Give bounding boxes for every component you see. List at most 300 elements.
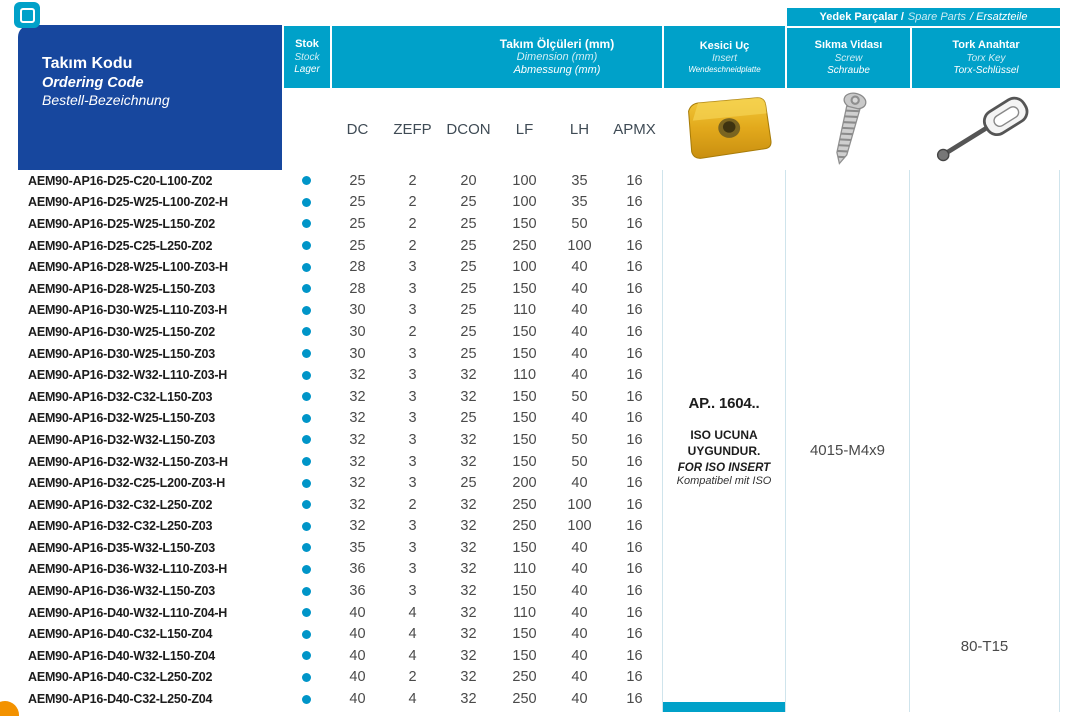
- stock-dot: [302, 371, 311, 380]
- stock-cell: [282, 479, 330, 488]
- dc-value: 40: [349, 604, 366, 621]
- dc-value: 32: [349, 475, 366, 492]
- apmx-value: 16: [626, 626, 643, 643]
- ordering-code-header: [18, 25, 282, 170]
- dcon-value: 32: [460, 626, 477, 643]
- lh-value: 100: [567, 518, 592, 535]
- dcon-value: 20: [460, 172, 477, 189]
- stock-dot: [302, 695, 311, 704]
- lh-value: 40: [571, 323, 588, 340]
- stock-dot: [302, 241, 311, 250]
- dcon-value: 32: [460, 647, 477, 664]
- dc-value: 35: [349, 539, 366, 556]
- ordering-code: AEM90-AP16-D30-W25-L150-Z03: [28, 346, 216, 361]
- dc-value: 32: [349, 431, 366, 448]
- ordering-code: AEM90-AP16-D30-W25-L110-Z03-H: [28, 303, 228, 318]
- apmx-value: 16: [626, 237, 643, 254]
- lf-value: 100: [512, 259, 537, 276]
- apmx-value: 16: [626, 431, 643, 448]
- col-label-dcon: DCON: [446, 120, 491, 138]
- lf-value: 150: [512, 453, 537, 470]
- lh-value: 40: [571, 691, 588, 708]
- dc-value: 30: [349, 323, 366, 340]
- stock-dot: [302, 543, 311, 552]
- apmx-value: 16: [626, 669, 643, 686]
- lf-value: 150: [512, 647, 537, 664]
- zefp-value: 2: [408, 496, 417, 513]
- lf-value: 150: [512, 280, 537, 297]
- dc-value: 30: [349, 345, 366, 362]
- lh-value: 40: [571, 539, 588, 556]
- dc-value: 32: [349, 496, 366, 513]
- ordering-code: AEM90-AP16-D25-W25-L150-Z02: [28, 216, 216, 231]
- apmx-value: 16: [626, 410, 643, 427]
- insert-note-tr-line2: UYGUNDUR.: [687, 443, 761, 458]
- table-body: [18, 170, 662, 716]
- torx-header-en: Torx Key: [966, 52, 1006, 64]
- stock-dot: [302, 263, 311, 272]
- col-label-dc: DC: [346, 120, 369, 138]
- lh-value: 50: [571, 388, 588, 405]
- zefp-value: 3: [408, 302, 417, 319]
- lh-value: 100: [567, 237, 592, 254]
- apmx-value: 16: [626, 302, 643, 319]
- zefp-value: 4: [408, 626, 417, 643]
- stock-cell: [282, 565, 330, 574]
- stock-dot: [302, 500, 311, 509]
- stock-dot: [302, 522, 311, 531]
- dcon-value: 32: [460, 388, 477, 405]
- ordering-code: AEM90-AP16-D25-W25-L100-Z02-H: [28, 195, 228, 210]
- ordering-code: AEM90-AP16-D40-C32-L150-Z04: [28, 627, 213, 642]
- lf-value: 250: [512, 496, 537, 513]
- spare-parts-band: [787, 8, 1060, 26]
- insert-column-header: [664, 26, 785, 88]
- apmx-value: 16: [626, 475, 643, 492]
- stock-dot: [302, 306, 311, 315]
- ordering-code: AEM90-AP16-D32-W25-L150-Z03: [28, 411, 216, 426]
- spare-parts-de: / Ersatzteile: [970, 11, 1028, 23]
- stock-dot: [302, 479, 311, 488]
- dcon-value: 25: [460, 259, 477, 276]
- col-label-apmx: APMX: [613, 120, 656, 138]
- ordering-code: AEM90-AP16-D25-C20-L100-Z02: [28, 173, 213, 188]
- lf-value: 150: [512, 431, 537, 448]
- dc-value: 40: [349, 647, 366, 664]
- screw-merged-cell: [786, 170, 910, 712]
- stock-dot: [302, 608, 311, 617]
- lh-value: 40: [571, 345, 588, 362]
- dc-value: 25: [349, 237, 366, 254]
- zefp-value: 3: [408, 583, 417, 600]
- stock-cell: [282, 241, 330, 250]
- table-row: [18, 256, 662, 278]
- ordering-code-title-de: Bestell-Bezeichnung: [42, 92, 170, 108]
- zefp-value: 4: [408, 604, 417, 621]
- ordering-code: AEM90-AP16-D32-C32-L150-Z03: [28, 389, 213, 404]
- stock-cell: [282, 587, 330, 596]
- lf-value: 150: [512, 388, 537, 405]
- dcon-value: 32: [460, 561, 477, 578]
- stock-header-en: Stock: [294, 51, 320, 63]
- zefp-value: 3: [408, 345, 417, 362]
- zefp-value: 3: [408, 259, 417, 276]
- stock-dot: [302, 219, 311, 228]
- screw-column-header: [787, 28, 910, 88]
- stock-cell: [282, 349, 330, 358]
- stock-header-de: Lager: [294, 63, 320, 75]
- zefp-value: 2: [408, 172, 417, 189]
- lf-value: 110: [512, 367, 537, 384]
- lh-value: 40: [571, 410, 588, 427]
- lf-value: 150: [512, 410, 537, 427]
- lf-value: 110: [512, 604, 537, 621]
- ordering-code-title-tr: Takım Kodu: [42, 55, 133, 72]
- table-row: [18, 494, 662, 516]
- stock-header-tr: Stok: [295, 38, 319, 51]
- stock-cell: [282, 414, 330, 423]
- dc-value: 25: [349, 215, 366, 232]
- lf-value: 150: [512, 345, 537, 362]
- stock-cell: [282, 673, 330, 682]
- dcon-value: 32: [460, 367, 477, 384]
- table-row: [18, 645, 662, 667]
- torx-header-de: Torx-Schlüssel: [953, 64, 1019, 76]
- table-row: [18, 235, 662, 257]
- ordering-code: AEM90-AP16-D40-C32-L250-Z02: [28, 670, 213, 685]
- dcon-value: 25: [460, 475, 477, 492]
- apmx-value: 16: [626, 259, 643, 276]
- apmx-value: 16: [626, 172, 643, 189]
- lh-value: 50: [571, 215, 588, 232]
- lf-value: 250: [512, 691, 537, 708]
- lf-value: 250: [512, 669, 537, 686]
- dc-value: 32: [349, 518, 366, 535]
- dcon-value: 32: [460, 453, 477, 470]
- dc-value: 40: [349, 691, 366, 708]
- ordering-code: AEM90-AP16-D32-C32-L250-Z03: [28, 519, 213, 534]
- screw-header-en: Screw: [834, 52, 863, 64]
- stock-cell: [282, 219, 330, 228]
- table-row: [18, 300, 662, 322]
- apmx-value: 16: [626, 345, 643, 362]
- stock-cell: [282, 543, 330, 552]
- ordering-code: AEM90-AP16-D32-C32-L250-Z02: [28, 497, 213, 512]
- apmx-value: 16: [626, 280, 643, 297]
- torx-code: 80-T15: [960, 638, 1009, 655]
- lh-value: 40: [571, 669, 588, 686]
- dc-value: 36: [349, 583, 366, 600]
- table-row: [18, 559, 662, 581]
- lf-value: 150: [512, 583, 537, 600]
- dcon-value: 32: [460, 518, 477, 535]
- torx-column-header: [912, 28, 1060, 88]
- col-label-lf: LF: [515, 120, 534, 138]
- lh-value: 40: [571, 259, 588, 276]
- apmx-value: 16: [626, 647, 643, 664]
- stock-cell: [282, 176, 330, 185]
- lf-value: 100: [512, 172, 537, 189]
- table-row: [18, 170, 662, 192]
- apmx-value: 16: [626, 539, 643, 556]
- insert-cell-bottom-strip: [663, 702, 785, 712]
- stock-cell: [282, 695, 330, 704]
- page-number-bubble: [0, 701, 19, 716]
- dimensions-header-tr: Takım Ölçüleri (mm): [499, 36, 615, 51]
- dc-value: 32: [349, 388, 366, 405]
- stock-dot: [302, 349, 311, 358]
- lf-value: 110: [512, 561, 537, 578]
- screw-header-de: Schraube: [827, 64, 870, 76]
- brand-corner-badge: [14, 2, 40, 28]
- table-row: [18, 321, 662, 343]
- dcon-value: 25: [460, 215, 477, 232]
- torx-screw-photo-icon: [785, 88, 910, 170]
- apmx-value: 16: [626, 583, 643, 600]
- stock-dot: [302, 176, 311, 185]
- lh-value: 40: [571, 647, 588, 664]
- lh-value: 35: [571, 172, 588, 189]
- screw-code: 4015-M4x9: [809, 442, 886, 459]
- tool-icon: [20, 8, 35, 23]
- table-row: [18, 451, 662, 473]
- stock-cell: [282, 435, 330, 444]
- insert-note-tr-line1: ISO UCUNA: [690, 427, 758, 442]
- apmx-value: 16: [626, 367, 643, 384]
- stock-dot: [302, 327, 311, 336]
- dc-value: 25: [349, 194, 366, 211]
- zefp-value: 4: [408, 647, 417, 664]
- lh-value: 40: [571, 561, 588, 578]
- stock-dot: [302, 565, 311, 574]
- dc-value: 32: [349, 410, 366, 427]
- insert-header-de: Wendeschneidplatte: [688, 64, 761, 74]
- table-row: [18, 192, 662, 214]
- stock-dot: [302, 198, 311, 207]
- lh-value: 50: [571, 431, 588, 448]
- dc-value: 28: [349, 259, 366, 276]
- table-row: [18, 364, 662, 386]
- insert-code: AP.. 1604..: [688, 394, 760, 412]
- table-row: [18, 386, 662, 408]
- zefp-value: 3: [408, 410, 417, 427]
- ordering-code: AEM90-AP16-D32-C25-L200-Z03-H: [28, 476, 226, 491]
- stock-dot: [302, 673, 311, 682]
- apmx-value: 16: [626, 453, 643, 470]
- lf-value: 100: [512, 194, 537, 211]
- zefp-value: 2: [408, 669, 417, 686]
- dcon-value: 25: [460, 302, 477, 319]
- ordering-code-title-en: Ordering Code: [42, 75, 144, 91]
- stock-cell: [282, 522, 330, 531]
- dcon-value: 32: [460, 583, 477, 600]
- zefp-value: 3: [408, 367, 417, 384]
- lf-value: 200: [512, 475, 537, 492]
- zefp-value: 2: [408, 215, 417, 232]
- stock-dot: [302, 414, 311, 423]
- dimension-column-labels: [330, 88, 662, 170]
- stock-cell: [282, 371, 330, 380]
- lh-value: 35: [571, 194, 588, 211]
- stock-cell: [282, 263, 330, 272]
- insert-header-tr: Kesici Uç: [699, 39, 750, 52]
- stock-cell: [282, 651, 330, 660]
- stock-cell: [282, 198, 330, 207]
- spare-parts-tr: Yedek Parçalar /: [819, 11, 904, 23]
- dcon-value: 25: [460, 345, 477, 362]
- stock-dot: [302, 435, 311, 444]
- dcon-value: 32: [460, 431, 477, 448]
- dc-value: 40: [349, 626, 366, 643]
- zefp-value: 3: [408, 280, 417, 297]
- table-row: [18, 213, 662, 235]
- ordering-code: AEM90-AP16-D30-W25-L150-Z02: [28, 324, 216, 339]
- lh-value: 40: [571, 626, 588, 643]
- spare-parts-en: Spare Parts: [907, 11, 967, 23]
- stock-column-header: [284, 26, 330, 88]
- table-row: [18, 537, 662, 559]
- insert-note-en: FOR ISO INSERT: [677, 462, 771, 475]
- zefp-value: 3: [408, 561, 417, 578]
- dcon-value: 32: [460, 604, 477, 621]
- table-row: [18, 516, 662, 538]
- lf-value: 110: [512, 302, 537, 319]
- dcon-value: 32: [460, 539, 477, 556]
- dc-value: 30: [349, 302, 366, 319]
- lf-value: 250: [512, 237, 537, 254]
- zefp-value: 2: [408, 194, 417, 211]
- zefp-value: 3: [408, 453, 417, 470]
- lh-value: 40: [571, 583, 588, 600]
- zefp-value: 2: [408, 237, 417, 254]
- apmx-value: 16: [626, 518, 643, 535]
- stock-cell: [282, 306, 330, 315]
- zefp-value: 3: [408, 475, 417, 492]
- zefp-value: 3: [408, 539, 417, 556]
- dcon-value: 25: [460, 323, 477, 340]
- stock-cell: [282, 608, 330, 617]
- dcon-value: 32: [460, 496, 477, 513]
- insert-header-en: Insert: [711, 52, 737, 64]
- stock-dot: [302, 651, 311, 660]
- lh-value: 100: [567, 496, 592, 513]
- stock-dot: [302, 630, 311, 639]
- table-row: [18, 429, 662, 451]
- lf-value: 150: [512, 539, 537, 556]
- stock-dot: [302, 392, 311, 401]
- lf-value: 250: [512, 518, 537, 535]
- zefp-value: 4: [408, 691, 417, 708]
- stock-cell: [282, 500, 330, 509]
- apmx-value: 16: [626, 215, 643, 232]
- ordering-code: AEM90-AP16-D32-W32-L150-Z03-H: [28, 454, 228, 469]
- table-row: [18, 667, 662, 689]
- zefp-value: 3: [408, 431, 417, 448]
- lf-value: 150: [512, 323, 537, 340]
- dimensions-header-en: Dimension (mm): [516, 51, 598, 63]
- ordering-code: AEM90-AP16-D35-W32-L150-Z03: [28, 540, 216, 555]
- stock-cell: [282, 327, 330, 336]
- zefp-value: 2: [408, 323, 417, 340]
- torx-merged-cell: [910, 170, 1060, 712]
- apmx-value: 16: [626, 496, 643, 513]
- dcon-value: 25: [460, 194, 477, 211]
- ordering-code: AEM90-AP16-D36-W32-L110-Z03-H: [28, 562, 228, 577]
- ordering-code: AEM90-AP16-D40-W32-L110-Z04-H: [28, 605, 228, 620]
- milling-insert-photo-icon: [663, 88, 785, 170]
- table-row: [18, 408, 662, 430]
- dc-value: 28: [349, 280, 366, 297]
- apmx-value: 16: [626, 691, 643, 708]
- stock-cell: [282, 630, 330, 639]
- dc-value: 25: [349, 172, 366, 189]
- apmx-value: 16: [626, 194, 643, 211]
- lh-value: 40: [571, 302, 588, 319]
- ordering-code: AEM90-AP16-D40-W32-L150-Z04: [28, 648, 216, 663]
- table-row: [18, 343, 662, 365]
- lh-value: 40: [571, 367, 588, 384]
- lh-value: 40: [571, 280, 588, 297]
- stock-cell: [282, 457, 330, 466]
- table-row: [18, 278, 662, 300]
- lh-value: 40: [571, 475, 588, 492]
- ordering-code: AEM90-AP16-D36-W32-L150-Z03: [28, 584, 216, 599]
- dc-value: 32: [349, 453, 366, 470]
- stock-dot: [302, 457, 311, 466]
- stock-cell: [282, 284, 330, 293]
- apmx-value: 16: [626, 323, 643, 340]
- dc-value: 40: [349, 669, 366, 686]
- dcon-value: 25: [460, 410, 477, 427]
- dcon-value: 32: [460, 669, 477, 686]
- ordering-code: AEM90-AP16-D32-W32-L150-Z03: [28, 432, 216, 447]
- stock-dot: [302, 587, 311, 596]
- ordering-code: AEM90-AP16-D32-W32-L110-Z03-H: [28, 368, 228, 383]
- dimensions-header: [332, 26, 662, 88]
- insert-merged-cell: [662, 170, 786, 712]
- col-label-lh: LH: [569, 120, 590, 138]
- ordering-code: AEM90-AP16-D28-W25-L150-Z03: [28, 281, 216, 296]
- table-row: [18, 623, 662, 645]
- stock-cell: [282, 392, 330, 401]
- torx-header-tr: Tork Anahtar: [952, 39, 1020, 52]
- dimensions-header-de: Abmessung (mm): [513, 64, 601, 77]
- screw-header-tr: Sıkma Vidası: [814, 39, 883, 52]
- dcon-value: 32: [460, 691, 477, 708]
- lf-value: 150: [512, 215, 537, 232]
- lh-value: 50: [571, 453, 588, 470]
- stock-dot: [302, 284, 311, 293]
- apmx-value: 16: [626, 388, 643, 405]
- table-row: [18, 602, 662, 624]
- apmx-value: 16: [626, 604, 643, 621]
- col-label-zefp: ZEFP: [393, 120, 432, 138]
- zefp-value: 3: [408, 388, 417, 405]
- table-row: [18, 688, 662, 710]
- dc-value: 36: [349, 561, 366, 578]
- lf-value: 150: [512, 626, 537, 643]
- zefp-value: 3: [408, 518, 417, 535]
- dc-value: 32: [349, 367, 366, 384]
- dcon-value: 25: [460, 237, 477, 254]
- table-row: [18, 472, 662, 494]
- table-row: [18, 580, 662, 602]
- apmx-value: 16: [626, 561, 643, 578]
- insert-note-de: Kompatibel mit ISO: [676, 475, 772, 488]
- torx-key-photo-icon: [910, 88, 1060, 170]
- ordering-code: AEM90-AP16-D25-C25-L250-Z02: [28, 238, 213, 253]
- ordering-code: AEM90-AP16-D28-W25-L100-Z03-H: [28, 260, 228, 275]
